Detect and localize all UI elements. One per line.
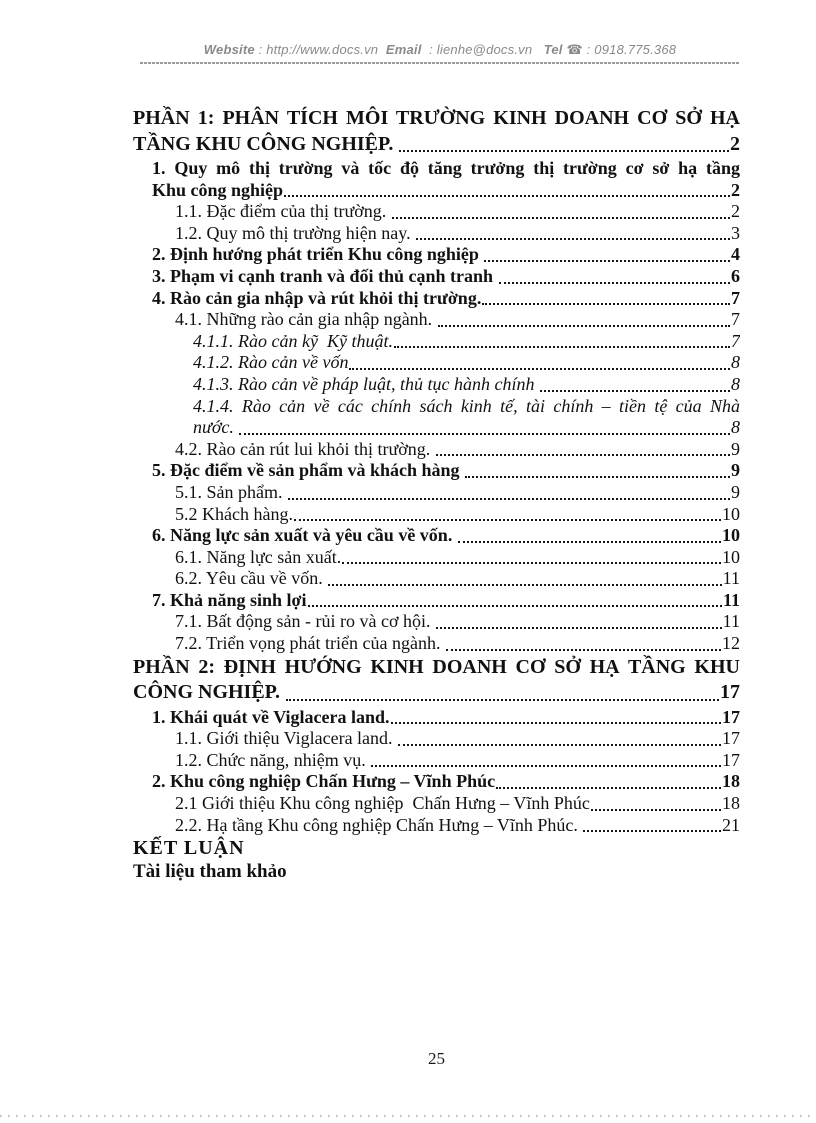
toc-entry [133,707,740,729]
dot-leader [328,584,721,586]
toc-page-number: 12 [722,633,740,654]
toc-entry-text: 5.1. Sản phẩm. [175,481,287,502]
toc-line [133,132,740,158]
toc-line: 1. Quy mô thị trường và tốc độ tăng trưởng thị trường cơ sở hạ tầng [152,158,740,178]
header-text-segment: Email [385,42,422,57]
toc-entry-text: CÔNG NGHIỆP. [133,681,286,704]
toc-page-number: 9 [731,438,740,459]
toc-line [133,439,740,461]
toc-line [133,288,740,310]
toc-entry-text: 2. Định hướng phát triển Khu công nghiệp [152,244,484,265]
toc-entry [133,244,740,266]
toc-line [133,707,740,729]
toc-page-number: 17 [722,706,740,727]
dot-leader [399,150,729,152]
toc-page-number: 9 [731,481,740,502]
toc-line [133,547,740,569]
toc-entry [133,750,740,772]
dot-leader [398,744,721,746]
header-divider [140,62,740,64]
toc-entry-text: 6.1. Năng lực sản xuất. [175,546,342,567]
table-of-contents [133,106,740,883]
toc-entry-text: 3. Phạm vi cạnh tranh và đối thủ cạnh tranh [152,265,498,286]
toc-page-number: 11 [722,611,740,632]
dot-leader [496,787,721,789]
toc-page-number: 17 [722,728,740,749]
dot-leader [416,238,730,240]
toc-entry [133,793,740,815]
toc-line: Tài liệu tham khảo [133,861,287,883]
page-break-divider [0,1115,816,1117]
toc-entry [133,836,740,860]
toc-page-number: 10 [722,503,740,524]
toc-page-number: 7 [731,330,740,351]
dot-leader [286,699,719,701]
toc-page-number: 4 [731,244,740,265]
toc-page-number: 17 [720,681,740,704]
toc-line: 4.1.4. Rào cản về các chính sách kinh tế, tài chính – tiền tệ của Nhà [193,395,740,416]
dot-leader [308,605,722,607]
toc-entry-text: 6.2. Yêu cầu về vốn. [175,568,328,589]
toc-entry-text: 4.1.1. Rào cản kỹ Kỹ thuật. [193,330,393,351]
toc-entry-text: 7.2. Triển vọng phát triển của ngành. [175,633,445,654]
toc-line [133,728,740,750]
dot-leader [284,195,730,197]
toc-entry-text: 4. Rào cản gia nhập và rút khỏi thị trường. [152,287,482,308]
page-footer [133,1049,740,1069]
toc-line [133,590,740,612]
toc-line [133,815,740,837]
toc-page-number: 8 [731,352,740,373]
toc-entry-text: 5.2 Khách hàng. [175,503,293,524]
toc-page-number: 6 [731,265,740,286]
toc-entry [133,590,740,612]
toc-line [133,771,740,793]
toc-entry-text: TẦNG KHU CÔNG NGHIỆP. [133,132,399,155]
dot-leader [591,809,721,811]
toc-entry [133,525,740,547]
toc-entry-text: 1.1. Giới thiệu Viglacera land. [175,728,398,749]
toc-page-number: 2 [730,132,740,155]
toc-page-number: 21 [722,814,740,835]
dot-leader [392,217,730,219]
toc-line: KẾT LUẬN [133,837,245,860]
dot-leader [436,454,730,456]
dot-leader [583,830,721,832]
toc-entry [133,331,740,353]
toc-page-number: 9 [731,460,740,481]
toc-entry-text: 2.2. Hạ tầng Khu công nghiệp Chấn Hưng – Vĩnh Phúc. [175,814,583,835]
toc-page-number: 7 [731,309,740,330]
toc-entry [133,396,740,439]
toc-line [133,460,740,482]
dot-leader [438,325,730,327]
toc-line [133,180,740,202]
dot-leader [239,433,730,435]
toc-line [133,568,740,590]
toc-page-number: 2 [731,179,740,200]
toc-line [133,223,740,245]
toc-entry [133,728,740,750]
dot-leader [484,260,730,262]
dot-leader [446,649,721,651]
toc-entry [133,439,740,461]
header-text-segment: : lienhe@docs.vn [421,42,544,57]
toc-entry [133,266,740,288]
toc-entry [133,655,740,706]
header-text-segment: Tel [543,42,567,57]
dot-leader [288,498,730,500]
toc-page-number: 3 [731,222,740,243]
toc-entry-text: 1.2. Chức năng, nhiệm vụ. [175,749,371,770]
toc-entry-text: 7. Khả năng sinh lợi [152,589,307,610]
dot-leader [499,282,730,284]
toc-entry [133,860,740,883]
toc-entry [133,223,740,245]
toc-entry [133,158,740,201]
toc-line [133,525,740,547]
toc-entry-text: Khu công nghiệp [152,179,284,200]
dot-leader [436,627,722,629]
toc-entry [133,771,740,793]
toc-entry-text: 4.2. Rào cản rút lui khỏi thị trường. [175,438,435,459]
header-text-segment: Website [203,42,255,57]
header-contact-line [140,42,740,58]
toc-line [133,680,740,706]
toc-entry-text: 7.1. Bất động sản - rủi ro và cơ hội. [175,611,435,632]
toc-line [133,244,740,266]
page-header [140,42,740,64]
dot-leader [294,519,721,521]
toc-page-number: 11 [722,568,740,589]
page-number: 25 [428,1049,445,1068]
toc-entry-text: 4.1. Những rào cản gia nhập ngành. [175,309,437,330]
toc-entry [133,815,740,837]
toc-page-number: 18 [722,771,740,792]
dot-leader [349,368,730,370]
dot-leader [540,390,730,392]
header-text-segment: : 0918.775.368 [582,42,677,57]
header-text-segment: : http://www.docs.vn [254,42,386,57]
toc-line [133,504,740,526]
toc-line: PHẦN 1: PHÂN TÍCH MÔI TRƯỜNG KINH DOANH CƠ SỞ HẠ [133,107,740,129]
toc-line [133,417,740,439]
toc-entry-text: 2. Khu công nghiệp Chấn Hưng – Vĩnh Phúc [152,771,496,792]
dot-leader [391,722,721,724]
dot-leader [465,476,730,478]
toc-entry [133,460,740,482]
toc-page-number: 8 [731,417,740,438]
toc-entry [133,547,740,569]
toc-entry-text: 4.1.2. Rào cản về vốn [193,352,349,373]
toc-entry-text: 4.1.3. Rào cản về pháp luật, thủ tục hành chính [193,373,539,394]
toc-page-number: 7 [731,287,740,308]
toc-entry [133,374,740,396]
toc-entry-text: 1. Khái quát về Viglacera land. [152,706,390,727]
toc-entry [133,309,740,331]
toc-entry [133,482,740,504]
toc-line [133,633,740,655]
toc-entry [133,568,740,590]
toc-line [133,266,740,288]
toc-page-number: 10 [722,546,740,567]
toc-line [133,374,740,396]
toc-line [133,331,740,353]
toc-page-number: 2 [731,201,740,222]
toc-line [133,793,740,815]
toc-page-number: 11 [722,589,740,610]
toc-entry-text: 1.2. Quy mô thị trường hiện nay. [175,222,416,243]
toc-line: PHẦN 2: ĐỊNH HƯỚNG KINH DOANH CƠ SỞ HẠ TẦNG KHU [133,655,740,678]
phone-icon: ☎ [566,42,583,57]
toc-entry-text: 1.1. Đặc điểm của thị trường. [175,201,391,222]
toc-entry [133,611,740,633]
toc-entry-text: 5. Đặc điểm về sản phẩm và khách hàng [152,460,465,481]
dot-leader [482,303,730,305]
toc-entry [133,288,740,310]
toc-entry-text: 6. Năng lực sản xuất và yêu cầu về vốn. [152,525,457,546]
toc-line [133,750,740,772]
toc-page-number: 17 [722,749,740,770]
dot-leader [342,562,721,564]
toc-entry-text: nước. [193,417,239,438]
toc-entry [133,504,740,526]
toc-page-number: 8 [731,373,740,394]
toc-entry-text: 2.1 Giới thiệu Khu công nghiệp Chấn Hưng – Vĩnh Phúc [175,793,590,814]
toc-line [133,309,740,331]
toc-entry [133,352,740,374]
toc-line [133,611,740,633]
dot-leader [394,346,730,348]
toc-line [133,201,740,223]
dot-leader [458,541,721,543]
toc-page-number: 18 [722,793,740,814]
toc-entry [133,201,740,223]
toc-line [133,352,740,374]
toc-page-number: 10 [722,525,740,546]
toc-entry [133,633,740,655]
toc-line [133,482,740,504]
dot-leader [371,765,721,767]
toc-entry [133,106,740,157]
